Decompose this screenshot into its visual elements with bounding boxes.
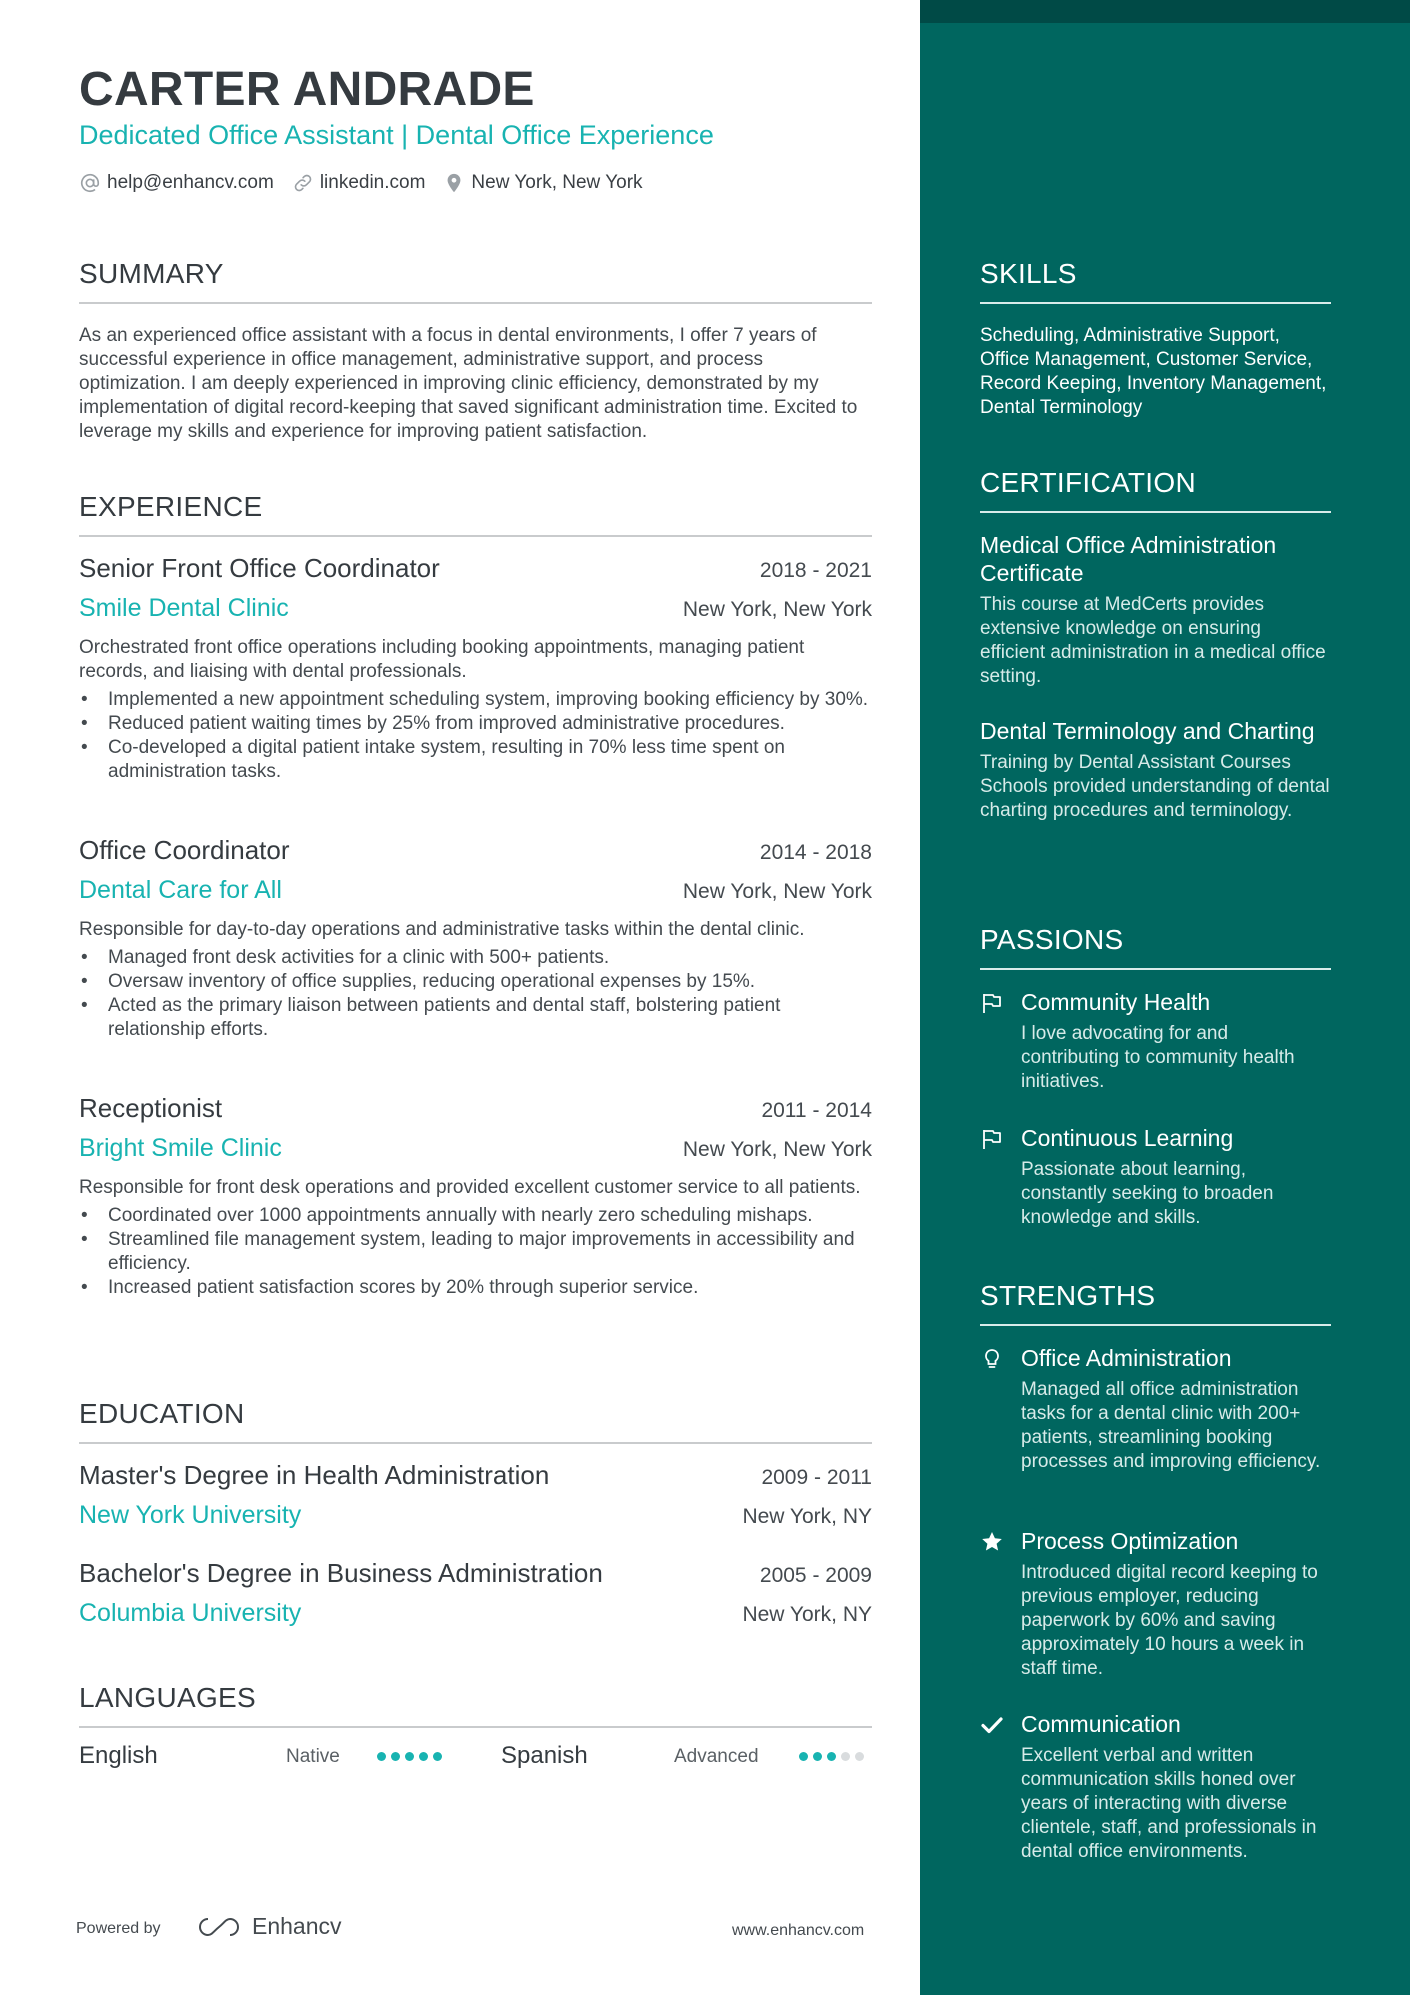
company-name: Smile Dental Clinic [79,594,289,622]
strength-title: Communication [1021,1711,1181,1737]
certification-name: Medical Office Administration Certificate [980,532,1277,586]
school-name: Columbia University [79,1599,302,1627]
job-description: Responsible for day-to-day operations and administrative tasks within the dental clinic. [79,919,805,940]
candidate-name: CARTER ANDRADE [79,63,535,116]
strength-description: Introduced digital record keeping to previous employer, reducing paperwork by 60% and saving approximately 10 hours a week in staff time. [1021,1562,1318,1679]
languages-list [79,1742,872,1772]
education-entry [79,1558,872,1628]
strength-description: Managed all office administration tasks for a dental clinic with 200+ patients, streamlining booking processes and improving efficiency. [1021,1379,1321,1472]
job-dates: 2011 - 2014 [761,1099,872,1122]
contact-linkedin[interactable] [292,172,426,194]
strength-item [980,1710,1331,1864]
job-bullet: • Coordinated over 1000 appointments annually with nearly zero scheduling mishaps. [79,1204,872,1228]
job-title: Office Coordinator [79,835,290,865]
rating-dot-filled [433,1752,442,1761]
contact-info [79,172,643,194]
company-name: Bright Smile Clinic [79,1134,282,1162]
job-description: Responsible for front desk operations and provided excellent customer service to all patients. [79,1177,861,1198]
job-bullet: • Managed front desk activities for a clinic with 500+ patients. [79,946,872,970]
certification-entry [980,531,1331,689]
strength-title: Office Administration [1021,1345,1232,1371]
footer-url[interactable]: www.enhancv.com [732,1922,865,1939]
language-rating [377,1752,442,1761]
language-name: Spanish [501,1742,588,1769]
rating-dot-empty [855,1752,864,1761]
passion-title: Continuous Learning [1021,1125,1234,1151]
job-title: Receptionist [79,1093,223,1123]
job-bullets [79,1204,872,1300]
job-bullet: • Reduced patient waiting times by 25% from improved administrative procedures. [79,712,872,736]
certification-name: Dental Terminology and Charting [980,718,1315,744]
footer-brand-logo[interactable] [196,1913,342,1940]
checkmark-icon [980,1713,1004,1737]
linkedin-text: linkedin.com [319,172,426,193]
skills-text: Scheduling, Administrative Support, Office Management, Customer Service, Record Keeping, Inventory Management, Dental Terminology [980,325,1327,418]
passion-title: Community Health [1021,989,1211,1015]
job-bullet: • Acted as the primary liaison between patients and dental staff, bolstering patient relationship efforts. [79,994,872,1042]
rating-dot-filled [799,1752,808,1761]
job-bullet: • Implemented a new appointment scheduling system, improving booking efficiency by 30%. [79,688,872,712]
education-dates: 2005 - 2009 [759,1564,872,1587]
school-location: New York, NY [742,1505,872,1528]
footer-powered-by: Powered by [76,1920,161,1937]
contact-location [443,172,642,194]
passions-heading: PASSIONS [980,924,1331,970]
school-location: New York, NY [742,1603,872,1626]
job-location: New York, New York [682,598,872,621]
job-bullets [79,688,872,784]
sidebar-top-band [920,0,1410,23]
summary-heading: SUMMARY [79,258,872,304]
certification-entry [980,717,1331,823]
rating-dot-filled [377,1752,386,1761]
email-text: help@enhancv.com [107,172,274,193]
rating-dot-filled [827,1752,836,1761]
contact-email[interactable] [79,172,274,194]
job-location: New York, New York [682,1138,872,1161]
company-name: Dental Care for All [79,876,282,904]
job-bullet: • Oversaw inventory of office supplies, reducing operational expenses by 15%. [79,970,872,994]
location-pin-icon [443,172,465,194]
language-rating [799,1752,864,1761]
school-name: New York University [79,1501,302,1529]
job-bullet: • Increased patient satisfaction scores by 20% through superior service. [79,1276,872,1300]
job-bullets [79,946,872,1042]
location-text: New York, New York [471,172,643,193]
job-location: New York, New York [682,880,872,903]
candidate-headline: Dedicated Office Assistant | Dental Office Experience [79,120,714,150]
job-bullet: • Streamlined file management system, leading to major improvements in accessibility and efficiency. [79,1228,872,1276]
passion-item [980,988,1331,1094]
flag-icon [980,991,1004,1015]
strength-title: Process Optimization [1021,1528,1239,1554]
link-icon [292,172,314,194]
education-entry [79,1460,872,1530]
job-description: Orchestrated front office operations including booking appointments, managing patient records, and liaising with dental professionals. [79,637,805,682]
certification-heading: CERTIFICATION [980,467,1331,513]
certification-description: Training by Dental Assistant Courses Schools provided understanding of dental charting procedures and terminology. [980,752,1330,821]
education-dates: 2009 - 2011 [761,1466,872,1489]
strength-item [980,1527,1331,1681]
language-name: English [79,1742,158,1769]
passion-description: Passionate about learning, constantly seeking to broaden knowledge and skills. [1021,1159,1274,1228]
degree-name: Bachelor's Degree in Business Administration [79,1558,603,1588]
star-icon [980,1530,1004,1554]
language-level: Native [286,1746,340,1767]
experience-entry [79,553,872,784]
passion-item [980,1124,1331,1230]
lightbulb-icon [980,1347,1004,1371]
rating-dot-empty [841,1752,850,1761]
summary-text: As an experienced office assistant with a focus in dental environments, I offer 7 years of successful experience in office management, administrative support, and process optimization. I am deeply experienced in improving clinic efficiency, demonstrated by my implementation of digital record-keeping that saved significant administration time. Excited to leverage my skills and experience for improving patient satisfaction. [79,325,858,442]
passion-description: I love advocating for and contributing to community health initiatives. [1021,1023,1295,1092]
job-bullet: • Co-developed a digital patient intake system, resulting in 70% less time spent on administration tasks. [79,736,872,784]
education-heading: EDUCATION [79,1398,872,1444]
strength-item [980,1344,1331,1474]
skills-heading: SKILLS [980,258,1331,304]
language-level: Advanced [674,1746,759,1767]
rating-dot-filled [405,1752,414,1761]
strength-description: Excellent verbal and written communication skills honed over years of interacting with diverse clientele, staff, and professionals in dental office environments. [1021,1745,1317,1862]
rating-dot-filled [391,1752,400,1761]
enhancv-logo-icon [196,1915,242,1939]
rating-dot-filled [813,1752,822,1761]
experience-entry [79,1093,872,1300]
job-dates: 2018 - 2021 [759,559,872,582]
certification-description: This course at MedCerts provides extensive knowledge on ensuring efficient administration in a medical office setting. [980,594,1326,687]
footer-brand-name: Enhancv [252,1913,342,1939]
experience-entry [79,835,872,1042]
degree-name: Master's Degree in Health Administration [79,1460,550,1490]
at-icon [79,172,101,194]
flag-icon [980,1127,1004,1151]
experience-heading: EXPERIENCE [79,491,872,537]
strengths-heading: STRENGTHS [980,1280,1331,1326]
languages-heading: LANGUAGES [79,1682,872,1728]
rating-dot-filled [419,1752,428,1761]
job-title: Senior Front Office Coordinator [79,553,440,583]
job-dates: 2014 - 2018 [759,841,872,864]
